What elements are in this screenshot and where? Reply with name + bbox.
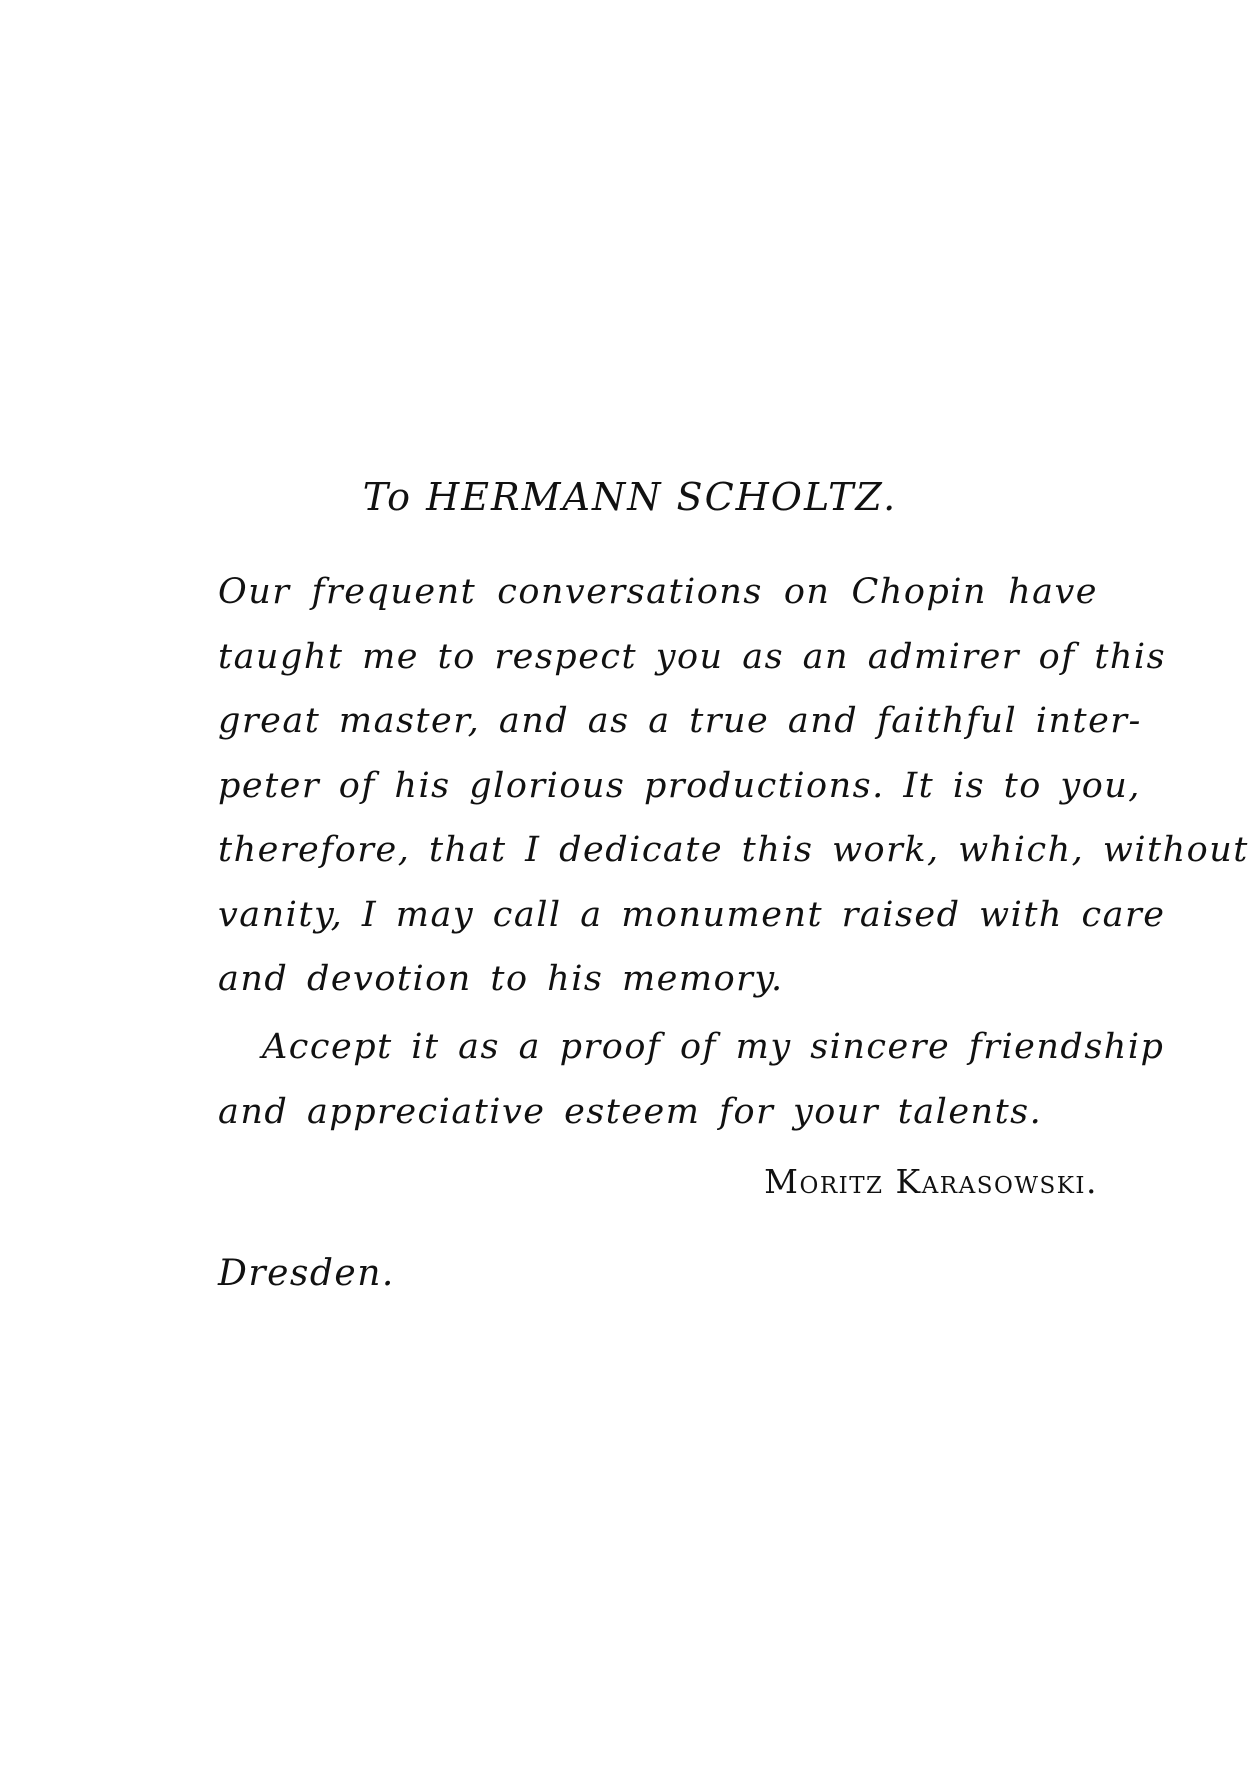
text-line: taught me to respect you as an admirer of this	[218, 636, 1167, 677]
text-line: great master, and as a true and faithful inter-	[218, 701, 1142, 741]
text-line: Our frequent conversations on Chopin have	[218, 572, 1098, 612]
text-line: Accept it as a proof of my sincere friendship	[262, 1027, 1165, 1067]
place-name: Dresden.	[218, 1253, 395, 1294]
dedication-paragraph-1	[218, 560, 1249, 1012]
text-line: therefore, that I dedicate this work, which, without	[218, 830, 1249, 870]
text-line: and devotion to his memory.	[218, 959, 784, 999]
text-line: and appreciative esteem for your talents.	[218, 1091, 1043, 1132]
text-line: vanity, I may call a monument raised with care	[218, 894, 1166, 935]
dedication-heading: To HERMANN SCHOLTZ.	[362, 475, 898, 519]
author-signature: Moritz Karasowski.	[764, 1162, 1098, 1201]
text-line: peter of his glorious productions. It is to you,	[218, 765, 1141, 806]
dedication-paragraph-2	[218, 1015, 1165, 1144]
